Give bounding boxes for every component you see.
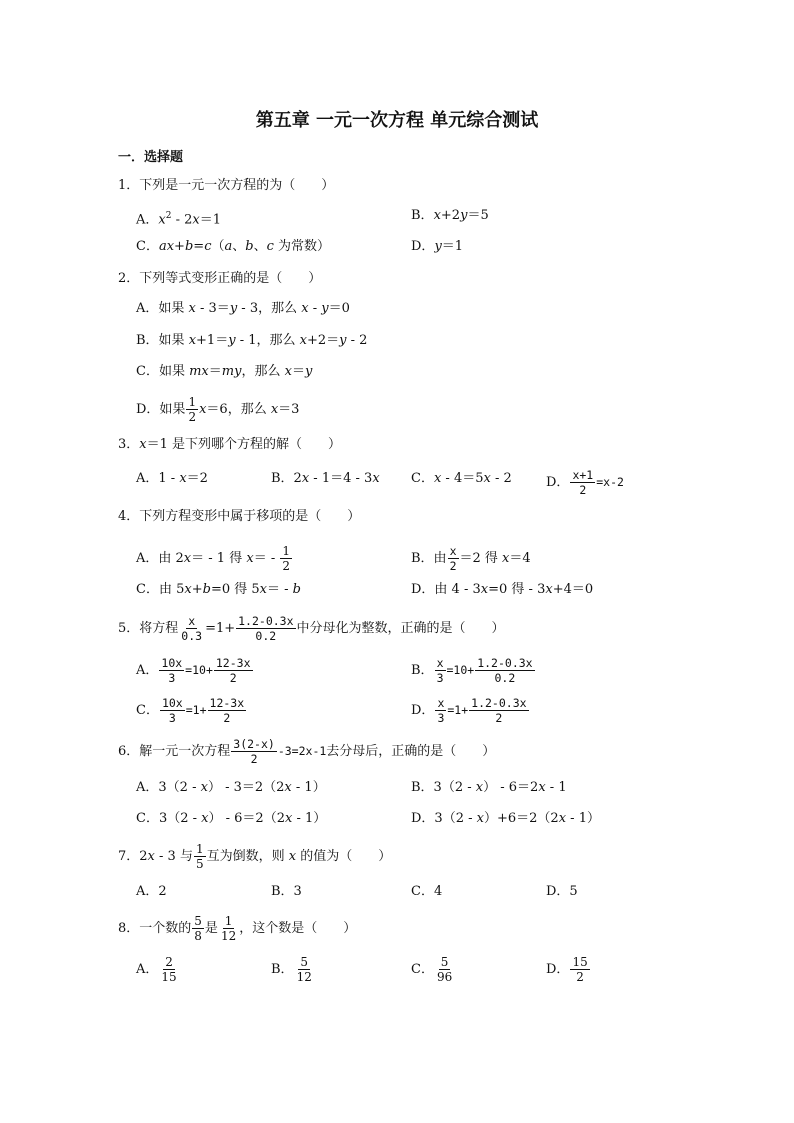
question-3-option-b[interactable]: B．2x - 1＝4 - 3x bbox=[271, 471, 380, 486]
question-2-option-c[interactable]: C．如果 mx＝my，那么 x＝y bbox=[136, 364, 313, 379]
question-1: 1．下列是一元一次方程的为（ ） bbox=[118, 178, 335, 193]
question-7-option-b[interactable]: B．3 bbox=[271, 884, 302, 899]
question-8-option-a[interactable]: A． $\frac{2}{15}$ bbox=[136, 955, 177, 984]
question-2: 2．下列等式变形正确的是（ ） bbox=[118, 271, 322, 286]
question-3-option-a[interactable]: A．1 - x＝2 bbox=[136, 471, 208, 486]
question-6: 6．解一元一次方程 $\frac{3(2-x)}{2}$ -3=2x-1去分母后，正确的是（ ） bbox=[118, 737, 496, 766]
question-6-option-b[interactable]: B．3（2 - x） - 6＝2x - 1 bbox=[411, 780, 567, 795]
question-4-option-b[interactable]: B．由 $\frac{x}{2}$ ＝2 得 x＝4 bbox=[411, 544, 531, 573]
question-5-option-b[interactable]: B． $\frac{x}{3}$ =10+ $\frac{1.2-0.3x}{0.2}$ bbox=[411, 656, 533, 685]
question-6-option-d[interactable]: D．3（2 - x）+6＝2（2x - 1） bbox=[411, 811, 600, 826]
question-8-option-d[interactable]: D． $\frac{15}{2}$ bbox=[546, 955, 588, 984]
question-4-option-a[interactable]: A．由 2x＝ - 1 得 x＝ - $\frac{1}{2}$ bbox=[136, 544, 290, 573]
question-7: 7．2x - 3 与 $\frac{1}{5}$ 互为倒数，则 x 的值为（ ） bbox=[118, 842, 392, 871]
section-heading: 一．选择题 bbox=[118, 150, 184, 165]
question-5: 5．将方程 $\frac{x}{0.3}$ =1+ $\frac{1.2-0.3x}{0.2}$ 中分母化为整数，正确的是（ ） bbox=[118, 614, 505, 643]
question-4: 4．下列方程变形中属于移项的是（ ） bbox=[118, 509, 361, 524]
question-7-option-d[interactable]: D．5 bbox=[546, 884, 578, 899]
question-1-option-a[interactable]: A．$x^2 - 2x=1$ bbox=[136, 211, 222, 228]
question-1-option-d[interactable]: D．y＝1 bbox=[411, 239, 464, 254]
question-2-option-b[interactable]: B．如果 x+1＝y - 1，那么 x+2＝y - 2 bbox=[136, 333, 368, 348]
question-8-option-c[interactable]: C． $\frac{5}{96}$ bbox=[411, 955, 453, 984]
question-8-option-b[interactable]: B． $\frac{5}{12}$ bbox=[271, 955, 312, 984]
question-6-option-c[interactable]: C．3（2 - x） - 6＝2（2x - 1） bbox=[136, 811, 327, 826]
question-1-option-b[interactable]: B．x+2y＝5 bbox=[411, 208, 489, 223]
question-4-option-c[interactable]: C．由 5x+b=0 得 5x＝ - b bbox=[136, 582, 301, 597]
question-7-option-a[interactable]: A．2 bbox=[136, 884, 167, 899]
question-1-option-c[interactable]: C．ax+b=c（a、b、c 为常数） bbox=[136, 239, 331, 254]
question-4-option-d[interactable]: D．由 4 - 3x=0 得 - 3x+4＝0 bbox=[411, 582, 594, 597]
question-5-option-d[interactable]: D． $\frac{x}{3}$ =1+ $\frac{1.2-0.3x}{2}$ bbox=[411, 696, 527, 725]
page-title: 第五章 一元一次方程 单元综合测试 bbox=[255, 110, 539, 131]
question-5-option-c[interactable]: C． $\frac{10x}{3}$ =1+ $\frac{12-3x}{2}$ bbox=[136, 696, 245, 725]
question-8: 8．一个数的 $\frac{5}{8}$ 是 $\frac{1}{12}$ ，这个数是（ ） bbox=[118, 914, 357, 943]
question-2-option-d[interactable]: D．如果 $\frac{1}{2}$ x＝6，那么 x＝3 bbox=[136, 395, 300, 424]
question-3-option-c[interactable]: C．x - 4＝5x - 2 bbox=[411, 471, 512, 486]
question-3-option-d[interactable]: D． $\frac{x+1}{2}$ =x-2 bbox=[546, 468, 624, 497]
question-6-option-a[interactable]: A．3（2 - x） - 3＝2（2x - 1） bbox=[136, 780, 326, 795]
question-5-option-a[interactable]: A． $\frac{10x}{3}$ =10+ $\frac{12-3x}{2}$ bbox=[136, 656, 251, 685]
question-7-option-c[interactable]: C．4 bbox=[411, 884, 443, 899]
question-2-option-a[interactable]: A．如果 x - 3＝y - 3，那么 x - y＝0 bbox=[136, 301, 350, 316]
